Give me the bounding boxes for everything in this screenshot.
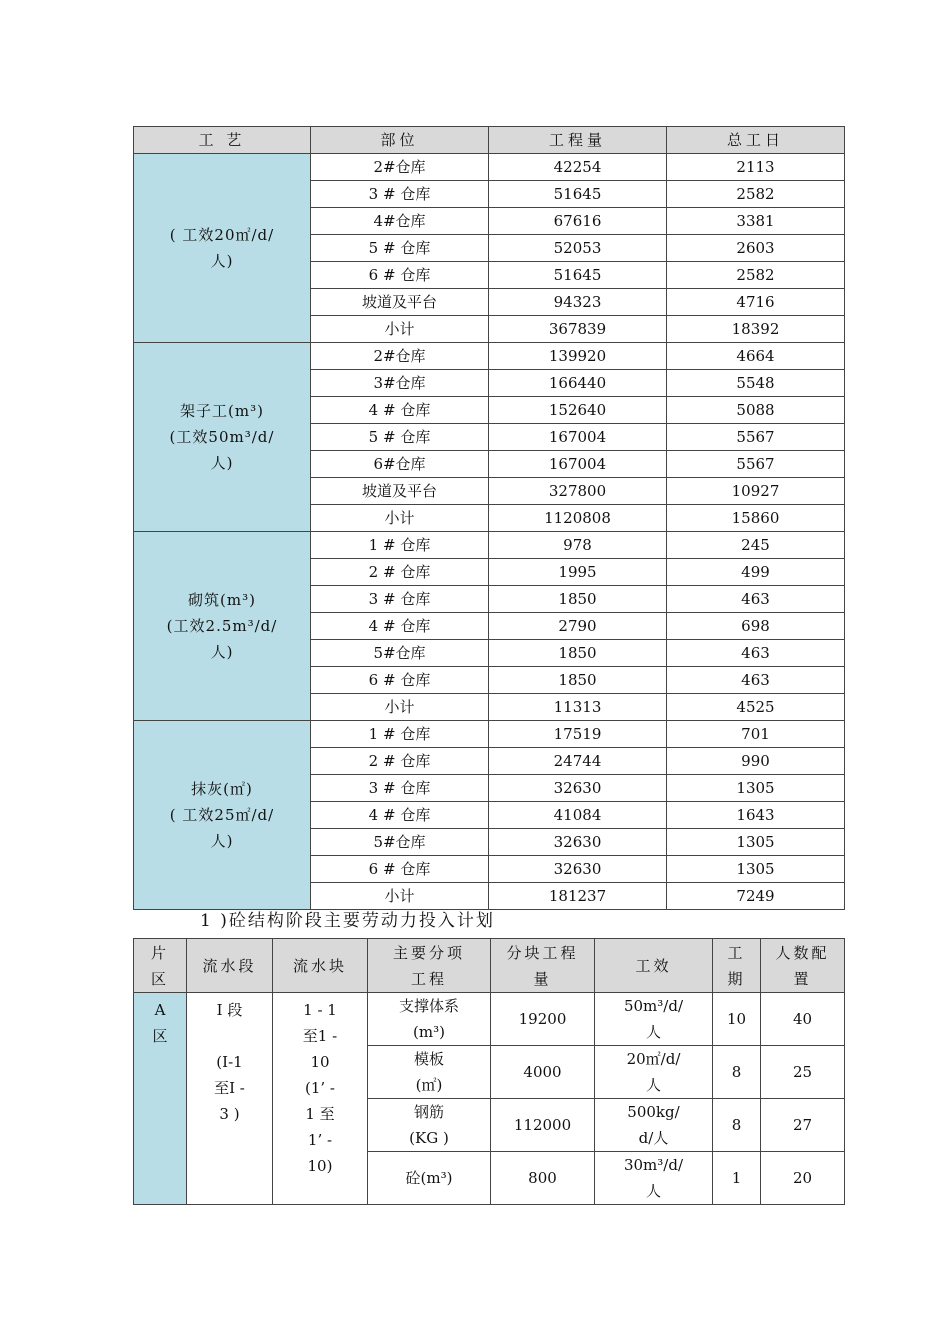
workdays-cell: 1643 — [667, 802, 845, 829]
location-cell: 5#仓库 — [311, 640, 489, 667]
sub-item-cell: 支撑体系 (m³) — [368, 993, 491, 1046]
workdays-cell: 1305 — [667, 856, 845, 883]
section-caption: 1 )砼结构阶段主要劳动力投入计划 — [200, 911, 495, 931]
location-cell: 4 # 仓库 — [311, 397, 489, 424]
workdays-cell: 10927 — [667, 478, 845, 505]
process-cell: ( 工效20㎡/d/ 人) — [134, 154, 311, 343]
header-efficiency: 工效 — [595, 939, 713, 993]
workdays-cell: 4664 — [667, 343, 845, 370]
location-cell: 1 # 仓库 — [311, 721, 489, 748]
location-cell: 5 # 仓库 — [311, 424, 489, 451]
staffing-cell: 27 — [761, 1099, 845, 1152]
duration-cell: 8 — [713, 1099, 761, 1152]
table-row — [134, 343, 845, 370]
workdays-cell: 701 — [667, 721, 845, 748]
workdays-cell: 15860 — [667, 505, 845, 532]
location-cell: 小计 — [311, 316, 489, 343]
location-cell: 3 # 仓库 — [311, 181, 489, 208]
labor-plan-table — [133, 938, 845, 1205]
quantity-cell: 51645 — [489, 262, 667, 289]
header-duration: 工 期 — [713, 939, 761, 993]
workdays-cell: 2582 — [667, 181, 845, 208]
staffing-cell: 40 — [761, 993, 845, 1046]
quantity-cell: 67616 — [489, 208, 667, 235]
workdays-cell: 5548 — [667, 370, 845, 397]
workdays-cell: 245 — [667, 532, 845, 559]
quantity-cell: 24744 — [489, 748, 667, 775]
workdays-cell: 18392 — [667, 316, 845, 343]
efficiency-cell: 20㎡/d/ 人 — [595, 1046, 713, 1099]
workdays-cell: 7249 — [667, 883, 845, 910]
location-cell: 坡道及平台 — [311, 478, 489, 505]
process-cell: 架子工(m³) (工效50m³/d/ 人) — [134, 343, 311, 532]
header-zone: 片 区 — [134, 939, 187, 993]
sub-item-cell: 模板 (㎡) — [368, 1046, 491, 1099]
quantity-cell: 11313 — [489, 694, 667, 721]
sub-item-cell: 钢筋 (KG ) — [368, 1099, 491, 1152]
location-cell: 小计 — [311, 694, 489, 721]
location-cell: 6 # 仓库 — [311, 262, 489, 289]
location-cell: 4#仓库 — [311, 208, 489, 235]
workdays-cell: 2603 — [667, 235, 845, 262]
quantity-cell: 52053 — [489, 235, 667, 262]
header-staffing: 人数配 置 — [761, 939, 845, 993]
quantity-cell: 17519 — [489, 721, 667, 748]
staffing-cell: 20 — [761, 1152, 845, 1205]
quantity-cell: 94323 — [489, 289, 667, 316]
location-cell: 坡道及平台 — [311, 289, 489, 316]
quantity-cell: 139920 — [489, 343, 667, 370]
table-row — [134, 154, 845, 181]
quantity-cell: 32630 — [489, 856, 667, 883]
location-cell: 1 # 仓库 — [311, 532, 489, 559]
block-quantity-cell: 4000 — [491, 1046, 595, 1099]
header-sub-item: 主要分项 工程 — [368, 939, 491, 993]
labor-days-table — [133, 126, 845, 910]
workdays-cell: 5567 — [667, 451, 845, 478]
location-cell: 3 # 仓库 — [311, 586, 489, 613]
quantity-cell: 167004 — [489, 451, 667, 478]
location-cell: 2#仓库 — [311, 154, 489, 181]
quantity-cell: 978 — [489, 532, 667, 559]
workdays-cell: 990 — [667, 748, 845, 775]
table-row — [134, 532, 845, 559]
block-quantity-cell: 112000 — [491, 1099, 595, 1152]
quantity-cell: 181237 — [489, 883, 667, 910]
workdays-cell: 463 — [667, 586, 845, 613]
table-header-row — [134, 939, 845, 993]
location-cell: 小计 — [311, 505, 489, 532]
location-cell: 5#仓库 — [311, 829, 489, 856]
quantity-cell: 1850 — [489, 667, 667, 694]
staffing-cell: 25 — [761, 1046, 845, 1099]
workdays-cell: 499 — [667, 559, 845, 586]
efficiency-cell: 50m³/d/ 人 — [595, 993, 713, 1046]
quantity-cell: 152640 — [489, 397, 667, 424]
header-flow-block: 流水块 — [273, 939, 368, 993]
location-cell: 6 # 仓库 — [311, 667, 489, 694]
block-quantity-cell: 800 — [491, 1152, 595, 1205]
workdays-cell: 698 — [667, 613, 845, 640]
header-process: 工 艺 — [134, 127, 311, 154]
quantity-cell: 32630 — [489, 829, 667, 856]
table-header-row — [134, 127, 845, 154]
header-total-workdays: 总工日 — [667, 127, 845, 154]
workdays-cell: 463 — [667, 667, 845, 694]
sub-item-cell: 砼(m³) — [368, 1152, 491, 1205]
workdays-cell: 1305 — [667, 829, 845, 856]
process-cell: 抹灰(㎡) ( 工效25㎡/d/ 人) — [134, 721, 311, 910]
duration-cell: 1 — [713, 1152, 761, 1205]
quantity-cell: 1850 — [489, 586, 667, 613]
location-cell: 5 # 仓库 — [311, 235, 489, 262]
duration-cell: 8 — [713, 1046, 761, 1099]
location-cell: 4 # 仓库 — [311, 613, 489, 640]
quantity-cell: 32630 — [489, 775, 667, 802]
location-cell: 2 # 仓库 — [311, 559, 489, 586]
quantity-cell: 41084 — [489, 802, 667, 829]
quantity-cell: 167004 — [489, 424, 667, 451]
workdays-cell: 4525 — [667, 694, 845, 721]
quantity-cell: 327800 — [489, 478, 667, 505]
location-cell: 3 # 仓库 — [311, 775, 489, 802]
quantity-cell: 367839 — [489, 316, 667, 343]
workdays-cell: 5567 — [667, 424, 845, 451]
block-quantity-cell: 19200 — [491, 993, 595, 1046]
duration-cell: 10 — [713, 993, 761, 1046]
quantity-cell: 42254 — [489, 154, 667, 181]
quantity-cell: 1995 — [489, 559, 667, 586]
location-cell: 6 # 仓库 — [311, 856, 489, 883]
location-cell: 6#仓库 — [311, 451, 489, 478]
quantity-cell: 1120808 — [489, 505, 667, 532]
section-cell: Ⅰ 段 (Ⅰ-1 至Ⅰ - 3 ) — [187, 993, 273, 1205]
quantity-cell: 166440 — [489, 370, 667, 397]
location-cell: 2 # 仓库 — [311, 748, 489, 775]
location-cell: 小计 — [311, 883, 489, 910]
table-row — [134, 993, 845, 1046]
block-cell: 1 - 1 至1 - 10 (1’ - 1 至 1’ - 10) — [273, 993, 368, 1205]
workdays-cell: 2113 — [667, 154, 845, 181]
workdays-cell: 3381 — [667, 208, 845, 235]
workdays-cell: 2582 — [667, 262, 845, 289]
table-row — [134, 721, 845, 748]
quantity-cell: 51645 — [489, 181, 667, 208]
header-flow-section: 流水段 — [187, 939, 273, 993]
zone-cell: A 区 — [134, 993, 187, 1205]
location-cell: 4 # 仓库 — [311, 802, 489, 829]
location-cell: 3#仓库 — [311, 370, 489, 397]
quantity-cell: 2790 — [489, 613, 667, 640]
efficiency-cell: 30m³/d/ 人 — [595, 1152, 713, 1205]
workdays-cell: 5088 — [667, 397, 845, 424]
header-quantity: 工程量 — [489, 127, 667, 154]
header-block-quantity: 分块工程 量 — [491, 939, 595, 993]
efficiency-cell: 500kg/ d/人 — [595, 1099, 713, 1152]
workdays-cell: 463 — [667, 640, 845, 667]
header-location: 部位 — [311, 127, 489, 154]
workdays-cell: 4716 — [667, 289, 845, 316]
location-cell: 2#仓库 — [311, 343, 489, 370]
quantity-cell: 1850 — [489, 640, 667, 667]
workdays-cell: 1305 — [667, 775, 845, 802]
process-cell: 砌筑(m³) (工效2.5m³/d/ 人) — [134, 532, 311, 721]
